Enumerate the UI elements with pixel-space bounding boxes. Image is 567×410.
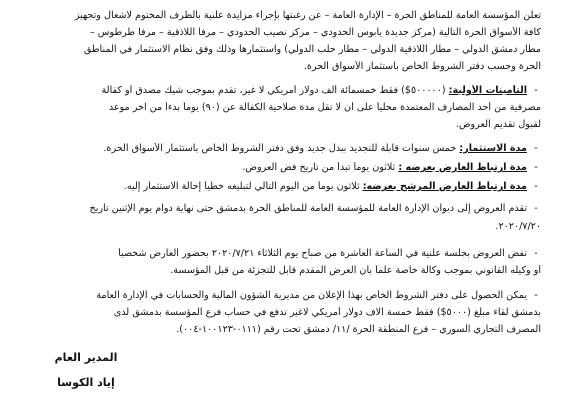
submission-line-1: تقدم العروض إلى ديوان الإدارة العامة للمؤسسة العامة للمناطق الحرة بدمشق حتى نهاية دوام يوم الإثنين تاريخ	[89, 203, 527, 214]
investment-text: خمس سنوات قابلة للتجديد ببدل جديد وفق دفتر الشروط الخاص باستثمار الأسواق الحرة.	[103, 143, 460, 154]
signature-name: إياد الكوسا	[57, 376, 115, 389]
insurance-bullet: -	[534, 85, 538, 96]
insurance-line-2: مصرفية من أحد المصارف المعتمدة محلياً على أن لا تقل مدة صلاحية الكفالة عن (٩٠) يوماً بدءاً من آخر موعد	[108, 102, 541, 113]
winner-binding-label: مدة ارتباط العارض المرشح بعرضه:	[362, 181, 527, 192]
intro-line-2: كافة الأسواق الحرة التالية (مركز جديدة يابوس الحدودي – مركز نصيب الحدودي – مرفأ اللاذقية – مرفأ طرطوس –	[89, 27, 541, 38]
submission-line-2: ٢٠٢٠/٧/٢٠.	[495, 221, 541, 232]
insurance-line-1	[22, 85, 527, 97]
bidder-binding-label: مدة ارتباط العارض بعرضه :	[398, 162, 527, 173]
bidder-binding-bullet: -	[534, 162, 538, 173]
intro-line-3: مطار دمشق الدولي – مطار اللاذقية الدولي – مطار حلب الدولي) واستثمارها وذلك وفق نظام الاستثمار في المناطق	[83, 44, 541, 55]
opening-bullet: -	[534, 248, 538, 259]
investment-line	[22, 143, 527, 155]
opening-line-1: تفض العروض بجلسة علنية في الساعة العاشرة من صباح يوم الثلاثاء ٢٠٢٠/٧/٢١ بحضور العارض شخصياً	[118, 248, 527, 259]
investment-bullet: -	[534, 143, 538, 154]
submission-bullet: -	[534, 203, 538, 214]
opening-line-2: أو وكيله القانوني بموجب وكالة خاصة علماً بأن العرض المقدم قابل للتجزئة من قبل المؤسسة.	[170, 265, 541, 276]
insurance-label: التأمينات الأولية:	[448, 85, 527, 96]
booklet-line-3: المصرف التجاري السوري – فرع المنطقة الحرة /١١/ دمشق تحت رقم (٠١١١-١٠٠١٢٣-٠٠٤).	[176, 324, 541, 335]
booklet-bullet: -	[534, 290, 538, 301]
booklet-line-2: بدمشق لقاء مبلغ (٥٠٠٠$) فقط خمسة آلاف دولار أمريكي لاغير تدفع في حساب فرع المؤسسة بدمشق لدى	[113, 307, 541, 318]
signature-title: المدير العام	[54, 351, 118, 364]
winner-binding-line	[22, 181, 527, 193]
booklet-line-1: يمكن الحصول على دفتر الشروط الخاص بهذا الإعلان من مديرية الشؤون المالية والحسابات في الإدارة العامة	[96, 290, 527, 301]
insurance-text: (٥٠٠٠٠٠$) فقط خمسمائة ألف دولار أمريكي لا غير، تقدم بموجب شيك مصدق أو كفالة	[101, 85, 449, 96]
bidder-binding-line	[22, 162, 527, 174]
winner-binding-bullet: -	[534, 181, 538, 192]
investment-label: مدة الاستثمار:	[459, 143, 527, 154]
intro-line-4: الحرة وحسب دفتر الشروط الخاص باستثمار الأسواق الحرة.	[303, 61, 541, 72]
winner-binding-text: ثلاثون يوماً من اليوم التالي لتبليغه خطياً إحالة الاستثمار إليه.	[123, 181, 363, 192]
bidder-binding-text: ثلاثون يوماً تبدأ من تاريخ فض العروض.	[242, 162, 399, 173]
intro-line-1: تعلن المؤسسة العامة للمناطق الحرة – الإدارة العامة – عن رغبتها بإجراء مزايدة علنية بالظرف المختوم لاشغال وتجهيز	[74, 10, 541, 21]
insurance-line-3: لقبول تقديم العروض.	[455, 119, 541, 130]
